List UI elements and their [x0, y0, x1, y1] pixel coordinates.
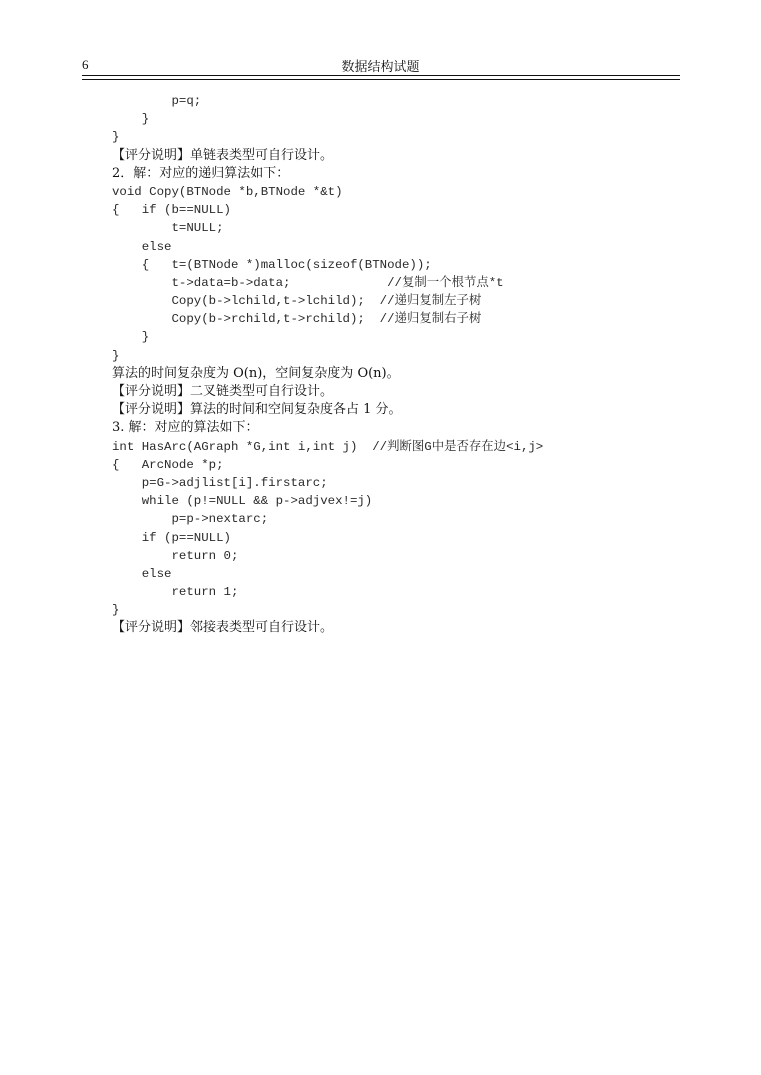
code-line: p=q;	[112, 94, 202, 108]
code-line: p=G->adjlist[i].firstarc;	[112, 475, 328, 490]
text-line: 2．解：对应的递归算法如下：	[112, 165, 290, 181]
code-line: { if (b==NULL)	[112, 203, 231, 218]
text-line: 【评分说明】二叉链类型可自行设计。	[112, 384, 334, 399]
document-title: 数据结构试题	[341, 60, 420, 75]
text-line: 【评分说明】邻接表类型可自行设计。	[112, 620, 334, 636]
code-line: }	[112, 112, 150, 127]
page-header	[0, 0, 761, 80]
code-line: void Copy(BTNode *b,BTNode *&t)	[112, 184, 343, 199]
code-line: Copy(b->rchild,t->rchild); //递归复制右子树	[112, 312, 482, 327]
code-line: if (p==NULL)	[112, 530, 231, 545]
code-line: }	[112, 130, 120, 145]
code-line: t->data=b->data; //复制一个根节点*t	[112, 275, 504, 290]
answer-content	[112, 92, 692, 638]
page-number: 6	[82, 57, 89, 72]
code-line: t=NULL;	[112, 221, 224, 236]
text-line: 3. 解：对应的算法如下：	[112, 420, 259, 436]
code-line: }	[112, 603, 120, 618]
code-line: { t=(BTNode *)malloc(sizeof(BTNode));	[112, 257, 432, 272]
code-line: p=p->nextarc;	[112, 512, 269, 527]
code-line: { ArcNode *p;	[112, 457, 224, 472]
code-line: return 1;	[112, 585, 239, 600]
text-line: 【评分说明】算法的时间和空间复杂度各占 1 分。	[112, 402, 402, 418]
text-line: 【评分说明】单链表类型可自行设计。	[112, 147, 334, 163]
code-line: }	[112, 348, 120, 363]
code-line: while (p!=NULL && p->adjvex!=j)	[112, 494, 373, 509]
header-rule-thick	[82, 75, 680, 76]
header-rule-thin	[82, 79, 680, 80]
text-line: 算法的时间复杂度为 O(n)，空间复杂度为 O(n)。	[112, 365, 400, 381]
code-line: int HasArc(AGraph *G,int i,int j) //判断图G中是否存在边<i,j>	[112, 439, 544, 454]
code-line: return 0;	[112, 548, 239, 563]
code-line: }	[112, 330, 150, 345]
code-line: else	[112, 239, 172, 254]
code-line: else	[112, 566, 172, 581]
code-line: Copy(b->lchild,t->lchild); //递归复制左子树	[112, 294, 482, 309]
